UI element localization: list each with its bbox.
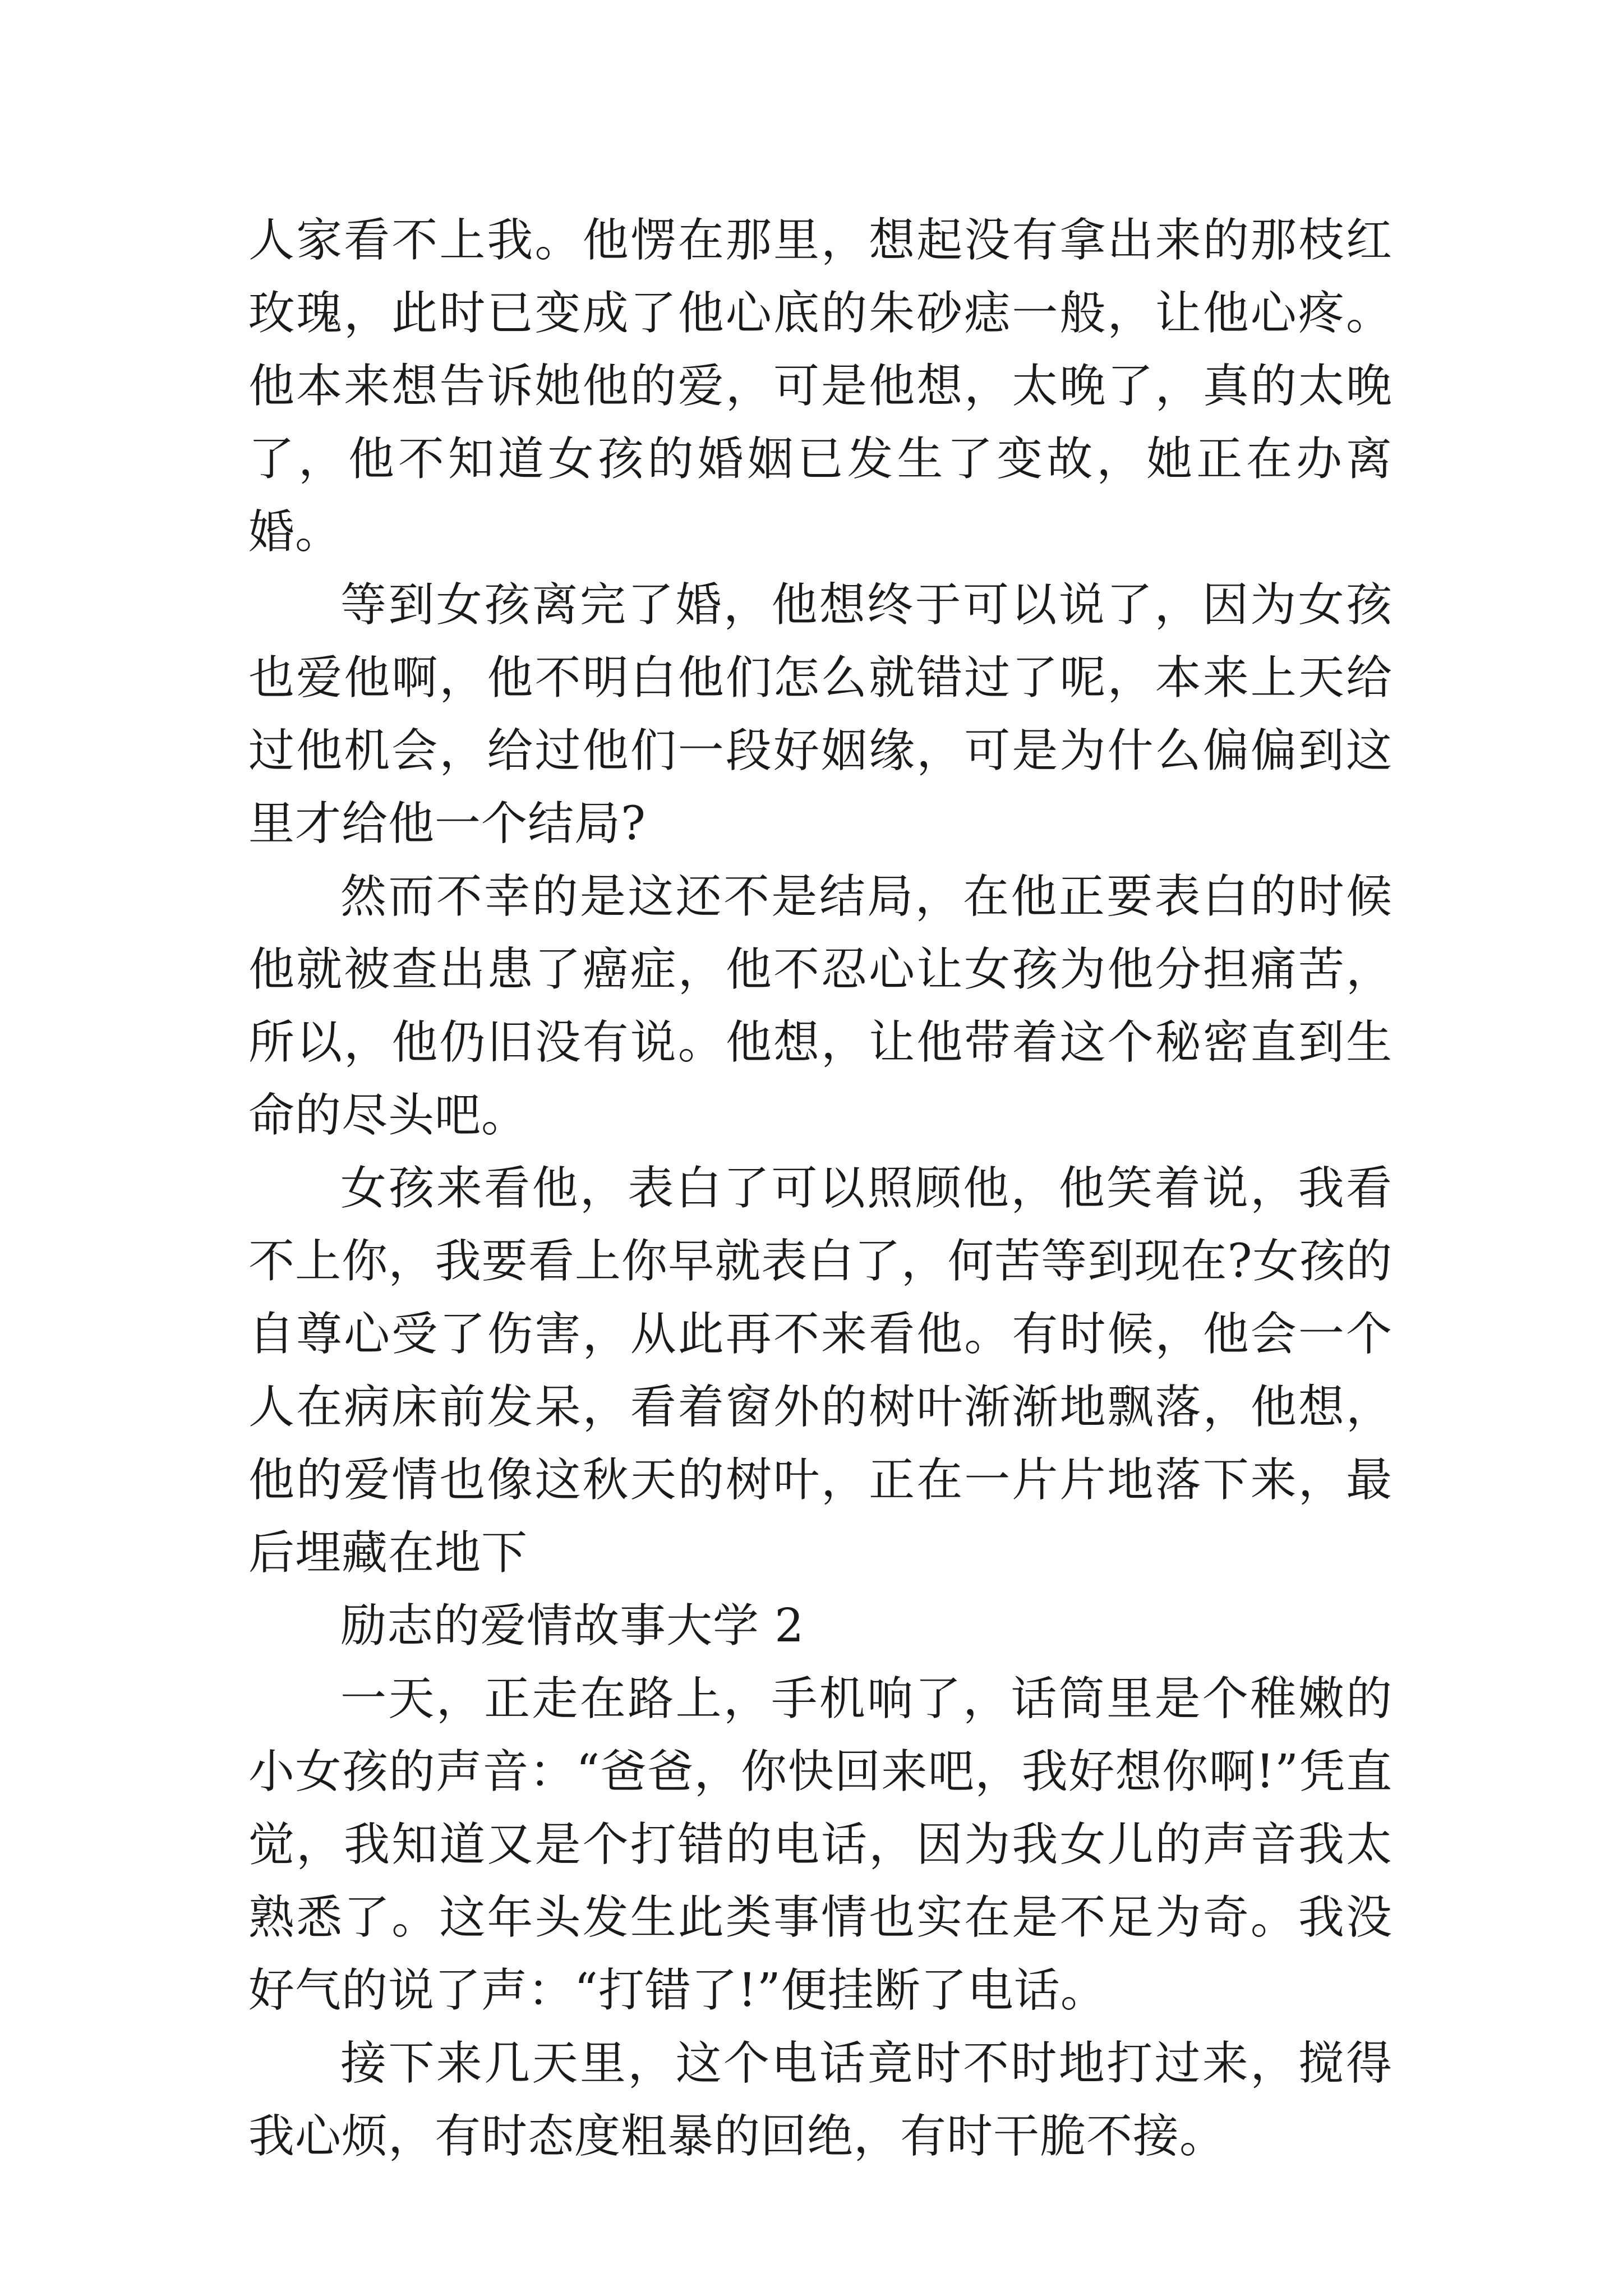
section-heading: 励志的爱情故事大学 2 xyxy=(340,1599,805,1653)
paragraph: 一天，正走在路上，手机响了，话筒里是个稚嫩的小女孩的声音：“爸爸，你快回来吧，我好想你啊!”凭直觉，我知道又是个打错的电话，因为我女儿的声音我太熟悉了。这年头发生此类事情也实在是不足为奇。我没好气的说了声：“打错了!”便挂断了电话。 xyxy=(248,1672,1393,2017)
paragraph: 然而不幸的是这还不是结局，在他正要表白的时候他就被查出患了癌症，他不忍心让女孩为他分担痛苦，所以，他仍旧没有说。他想，让他带着这个秘密直到生命的尽头吧。 xyxy=(248,870,1393,1142)
paragraph: 女孩来看他，表白了可以照顾他，他笑着说，我看不上你，我要看上你早就表白了，何苦等到现在?女孩的自尊心受了伤害，从此再不来看他。有时候，他会一个人在病床前发呆，看着窗外的树叶渐渐地飘落，他想，他的爱情也像这秋天的树叶，正在一片片地落下来，最后埋藏在地下 xyxy=(248,1162,1393,1580)
paragraph-continued: 人家看不上我。他愣在那里，想起没有拿出来的那枝红玫瑰，此时已变成了他心底的朱砂痣一般，让他心疼。他本来想告诉她他的爱，可是他想，太晚了，真的太晚了，他不知道女孩的婚姻已发生了变故，她正在办离婚。 xyxy=(248,214,1393,559)
paragraph: 等到女孩离完了婚，他想终于可以说了，因为女孩也爱他啊，他不明白他们怎么就错过了呢，本来上天给过他机会，给过他们一段好姻缘，可是为什么偏偏到这里才给他一个结局? xyxy=(248,578,1393,850)
document-body xyxy=(248,204,1393,2173)
paragraph: 接下来几天里，这个电话竟时不时地打过来，搅得我心烦，有时态度粗暴的回绝，有时干脆不接。 xyxy=(248,2037,1393,2163)
